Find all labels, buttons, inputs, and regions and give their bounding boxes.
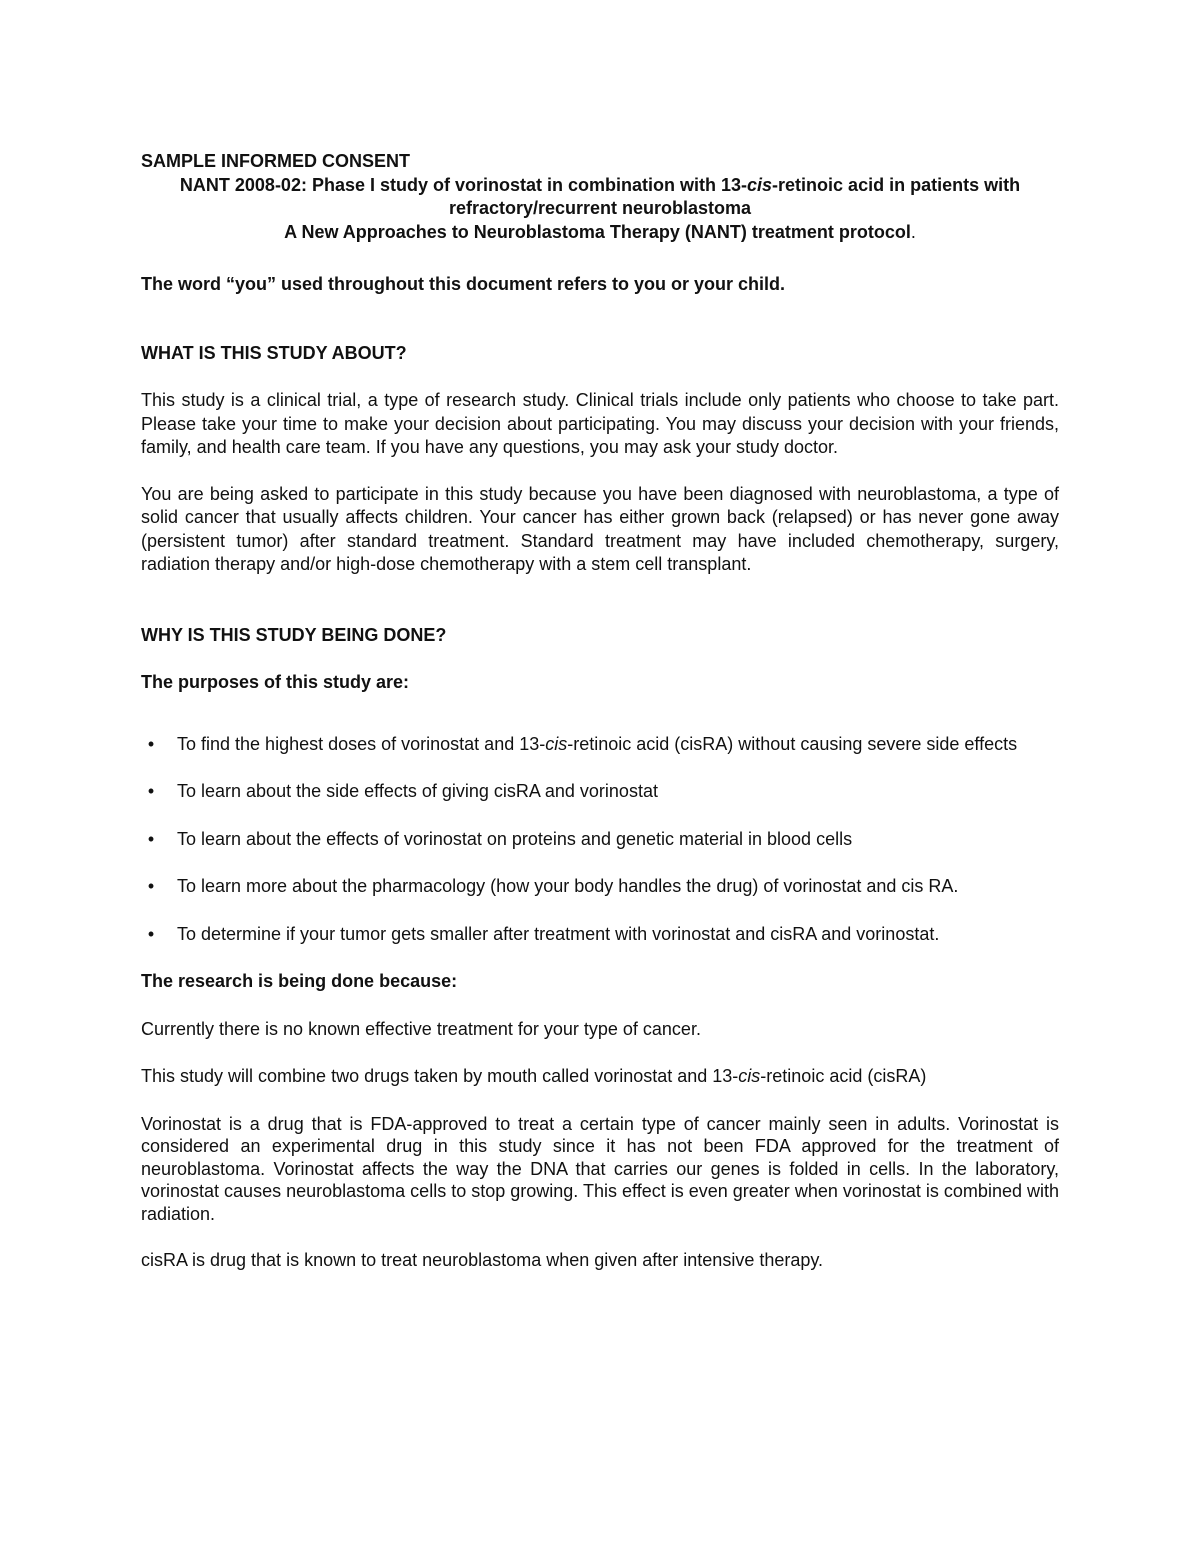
section-heading-why: WHY IS THIS STUDY BEING DONE? — [141, 624, 447, 645]
you-definition-note: The word “you” used throughout this document refers to you or your child. — [141, 274, 786, 294]
research-paragraph-3: Vorinostat is a drug that is FDA-approved to treat a certain type of cancer mainly seen in adults. Vorinostat is considered an experimental drug in this study since it has not been FDA approved for the treatment of neuroblastoma. Vorinostat affects the way the DNA that carries our genes is folded in cells. In the laboratory, vorinostat causes neuroblastoma cells to stop growing. This effect is even greater when vorinostat is combined with radiation. — [141, 1113, 1059, 1224]
bullet-4-text: To learn more about the pharmacology (how your body handles the drug) of vorinostat and cis RA. — [177, 876, 959, 896]
research-paragraph-2-part1: This study will combine two drugs taken by mouth called vorinostat and 13- — [141, 1066, 739, 1086]
bullet-1-part2: -retinoic acid (cisRA) without causing severe side effects — [567, 733, 1018, 754]
purposes-heading: The purposes of this study are: — [141, 672, 410, 692]
list-item — [141, 733, 1059, 757]
list-item — [141, 923, 1059, 947]
list-item — [141, 780, 1059, 804]
document-title: SAMPLE INFORMED CONSENT — [141, 151, 411, 171]
protocol-title-italic: cis — [747, 174, 773, 195]
research-paragraph-2-part2: -retinoic acid (cisRA) — [760, 1066, 927, 1086]
section-what-paragraph-1: This study is a clinical trial, a type of research study. Clinical trials include only patients who choose to take part. Please take your time to make your decision about participating. You may discuss your decision with your friends, family, and health care team. If you have any questions, you may ask your study doctor. — [141, 390, 1059, 457]
bullet-3-text: To learn about the effects of vorinostat on proteins and genetic material in blood cells — [177, 828, 853, 849]
list-item — [141, 875, 1059, 899]
research-paragraph-4: cisRA is drug that is known to treat neuroblastoma when given after intensive therapy. — [141, 1250, 824, 1270]
bullet-icon: • — [147, 876, 155, 896]
purposes-list — [141, 733, 1059, 947]
research-paragraph-1: Currently there is no known effective treatment for your type of cancer. — [141, 1018, 701, 1039]
bullet-icon: • — [147, 828, 155, 849]
research-paragraph-2-italic: cis — [738, 1066, 761, 1086]
document-page — [141, 150, 1059, 1273]
protocol-subtitle: A New Approaches to Neuroblastoma Therapy (NANT) treatment protocol — [284, 221, 911, 242]
protocol-subtitle-period: . — [910, 221, 916, 242]
protocol-title-part2: -retinoic acid in patients with refractory/recurrent neuroblastoma — [448, 174, 1021, 218]
research-paragraph-2 — [141, 1065, 1059, 1089]
bullet-icon: • — [147, 781, 155, 801]
bullet-1-part1: To find the highest doses of vorinostat and 13- — [177, 733, 546, 754]
bullet-5-text: To determine if your tumor gets smaller after treatment with vorinostat and cisRA and vorinostat. — [177, 923, 940, 944]
protocol-title-part1: NANT 2008-02: Phase I study of vorinostat in combination with 13- — [179, 174, 748, 195]
bullet-icon: • — [147, 923, 155, 944]
protocol-title — [141, 174, 1059, 245]
bullet-2-text: To learn about the side effects of giving cisRA and vorinostat — [177, 781, 658, 801]
bullet-1-italic: cis — [545, 733, 568, 754]
section-heading-what: WHAT IS THIS STUDY ABOUT? — [141, 342, 407, 363]
bullet-icon: • — [147, 733, 155, 754]
list-item — [141, 828, 1059, 852]
research-heading: The research is being done because: — [141, 971, 458, 991]
section-what-paragraph-2: You are being asked to participate in this study because you have been diagnosed with neuroblastoma, a type of solid cancer that usually affects children. Your cancer has either grown back (relapsed) or has never gone away (persistent tumor) after standard treatment. Standard treatment may have included chemotherapy, surgery, radiation therapy and/or high-dose chemotherapy with a stem cell transplant. — [141, 483, 1059, 574]
